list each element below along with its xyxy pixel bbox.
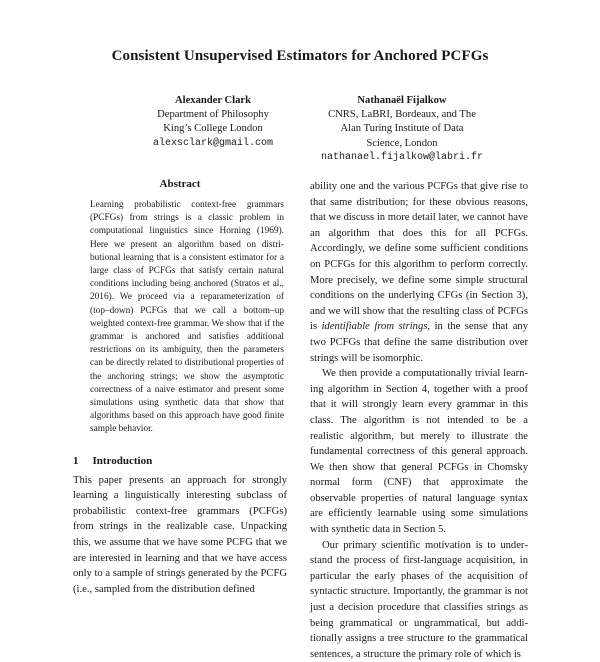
author-affiliation-line: Alan Turing Institute of Data [340, 123, 464, 135]
author-email[interactable]: nathanael.fijalkow@labri.fr [320, 151, 484, 163]
abstract-heading: Abstract [159, 178, 201, 190]
paragraph-text: ability one and the various PCFGs that give rise to that same distribution; for these obvious reasons, that we discuss in more detail later, we cannot have an algorithm that does this for all PCFGs. Accordingly, we define some sufficient conditions on PCFGs for this algorithm to perform correctly. More precisely, we define some simple structural conditions on the underlying CFGs (in Section 3), and we will show that the resulting class of PCFGs is [310, 181, 528, 333]
author-affiliation-line: King’s College London [163, 123, 263, 135]
right-paragraph-1 [310, 179, 528, 366]
paragraph-text: , in the sense that any two PCFGs that define the same distribution over strings will be isomorphic. [310, 321, 528, 364]
left-column [73, 178, 287, 597]
paragraph-emphasis: identifiable from strings [321, 321, 428, 333]
abstract-text: Learning probabilistic context-free grammars (PCFGs) from strings is a classic problem in computational linguistics since Horning (1969). Here we present an algorithm based on distributional learning that is a consistent estimator for a large class of PCFGs that satisfy certain natural conditions including being anchored (Stratos et al., 2016). We proceed via a reparameterization of (top–down) PCFGs that we call a bottom–up weighted context-free grammar. We show that if the grammar is anchored and satisfies additional restrictions on its ambiguity, then the parameters can be directly related to distributional properties of the anchoring strings; we show the asymptotic correctness of a naive estimator and present some simulations using synthetic data that show that algorithms based on this approach have good finite sample behavior. [90, 200, 284, 435]
section-number: 1 [73, 454, 79, 467]
intro-paragraph: This paper presents an approach for strongly learning a linguistically interesting subclass of probabilistic context-free grammars (PCFGs) from strings in the realizable case. Unpacking this, we assume that we have some PCFG that we are interested in learning and that we have access only to a sample of strings generated by the PCFG (i.e., sampled from the distribution defined [73, 474, 287, 595]
author-name: Nathanaël Fijalkow [357, 95, 447, 106]
section-heading-introduction [73, 455, 287, 467]
right-column [310, 179, 528, 662]
author-affiliation-line: Science, London [366, 137, 438, 149]
author-email[interactable]: alexsclark@gmail.com [152, 137, 274, 149]
right-paragraph-3: Our primary scientific motivation is to understand the process of first-language acquisition, in particular the early phases of the acquisition of syntactic structure. Importantly, the grammar is not just a decision procedure that classifies strings as being grammatical or ungrammatical, but additionally assigns a tree structure to the grammatical sentences, a structure the primary role of which is [310, 539, 528, 660]
right-paragraph-2: We then provide a computationally trivial learning algorithm in Section 4, together with a proof that it will strongly learn every grammar in this class. The algorithm is not intended to be a realistic algorithm, but merely to illustrate the fundamental correctness of this general approach. We then show that general PCFGs in Chomsky normal form (CNF) that approximate the observable properties of natural language syntax are efficiently learnable using some simulations with synthetic data in Section 5. [310, 368, 528, 536]
author-block-1 [118, 94, 308, 151]
author-name: Alexander Clark [174, 95, 252, 106]
author-affiliation-line: CNRS, LaBRI, Bordeaux, and The [328, 109, 476, 121]
paper-title: Consistent Unsupervised Estimators for Anchored PCFGs [111, 48, 489, 64]
author-affiliation-line: Department of Philosophy [157, 109, 269, 121]
author-block-2 [302, 94, 502, 165]
section-title: Introduction [92, 454, 153, 467]
